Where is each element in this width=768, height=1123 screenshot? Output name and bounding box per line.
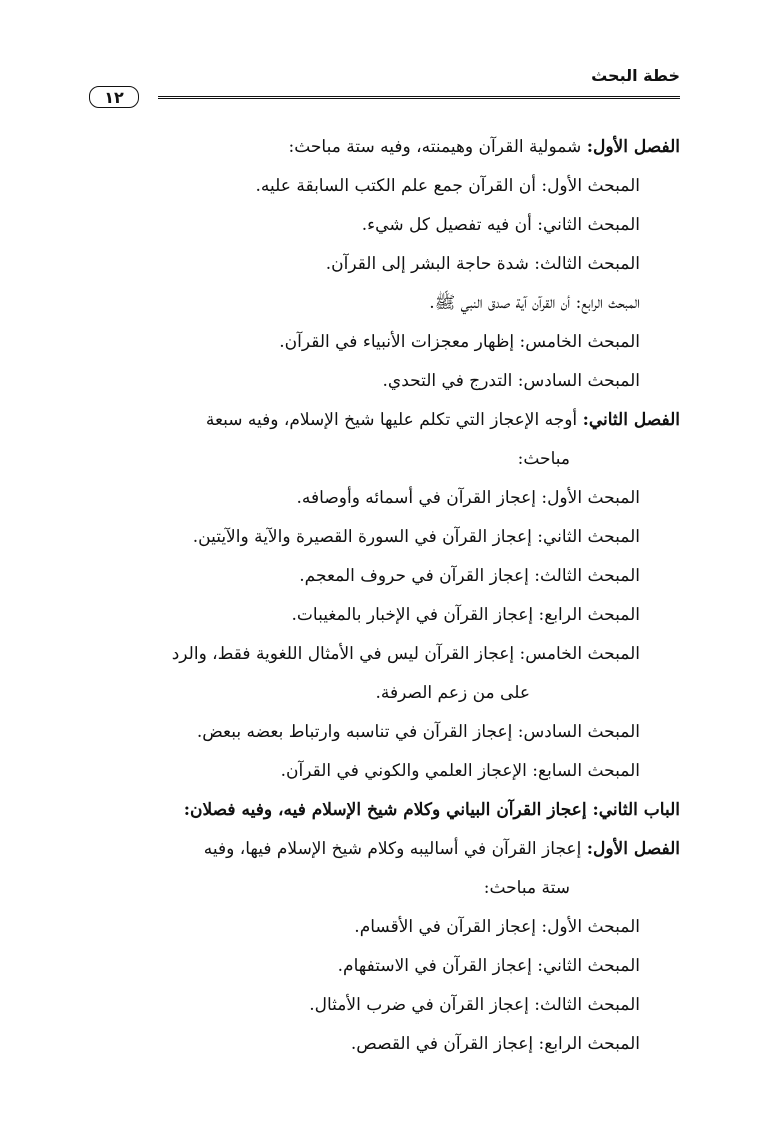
section-item: المبحث الأول: أن القرآن جمع علم الكتب السابقة عليه. (255, 176, 640, 196)
section-item: المبحث الرابع: إعجاز القرآن في الإخبار بالمغيبات. (291, 605, 640, 625)
chapter-label: الفصل الثاني: (582, 410, 680, 430)
chapter-label: الفصل الأول: (586, 839, 680, 859)
header-rule (70, 96, 680, 99)
chapter-label: الفصل الأول: (586, 137, 680, 157)
chapter-text-continuation: ستة مباحث: (483, 878, 570, 898)
chapter-text: شمولية القرآن وهيمنته، وفيه ستة مباحث: (288, 137, 587, 157)
section-text: المبحث الخامس: إعجاز القرآن ليس في الأمثال اللغوية فقط، والرد (171, 644, 640, 664)
part-label: الباب الثاني: إعجاز القرآن البياني وكلام شيخ الإسلام فيه، وفيه فصلان: (183, 800, 680, 820)
section-text-continuation: على من زعم الصرفة. (375, 683, 530, 703)
chapter-heading (70, 401, 680, 479)
section-item: المبحث السادس: إعجاز القرآن في تناسبه وارتباط بعضه ببعض. (196, 722, 640, 742)
section-item: المبحث الأول: إعجاز القرآن في أسمائه وأوصافه. (296, 488, 640, 508)
section-item (70, 635, 680, 713)
section-item: المبحث السادس: التدرج في التحدي. (382, 371, 640, 391)
section-item: المبحث الرابع: إعجاز القرآن في القصص. (350, 1034, 640, 1054)
section-item: المبحث الثاني: إعجاز القرآن في السورة القصيرة والآية والآيتين. (192, 527, 640, 547)
part-heading (70, 791, 680, 830)
chapter-text: إعجاز القرآن في أساليبه وكلام شيخ الإسلام فيها، وفيه (203, 839, 587, 859)
section-item: المبحث الثاني: إعجاز القرآن في الاستفهام. (337, 956, 640, 976)
outline-content (70, 128, 680, 1064)
page-header (70, 60, 680, 112)
chapter-text-continuation: مباحث: (517, 449, 570, 469)
section-item: المبحث الخامس: إظهار معجزات الأنبياء في القرآن. (279, 332, 640, 352)
section-item: المبحث الرابع: أن القرآن آية صدق النبي ﷺ. (429, 293, 640, 313)
chapter-heading (70, 830, 680, 908)
page-number: ١٢ (89, 86, 139, 108)
chapter-heading (70, 128, 680, 167)
section-item: المبحث الأول: إعجاز القرآن في الأقسام. (354, 917, 640, 937)
section-item: المبحث الثالث: شدة حاجة البشر إلى القرآن. (325, 254, 640, 274)
section-item: المبحث السابع: الإعجاز العلمي والكوني في القرآن. (280, 761, 640, 781)
section-item: المبحث الثالث: إعجاز القرآن في حروف المعجم. (299, 566, 640, 586)
chapter-text: أوجه الإعجاز التي تكلم عليها شيخ الإسلام، وفيه سبعة (205, 410, 583, 430)
section-item: المبحث الثاني: أن فيه تفصيل كل شيء. (361, 215, 640, 235)
running-title: خطة البحث (591, 66, 680, 85)
section-item: المبحث الثالث: إعجاز القرآن في ضرب الأمثال. (309, 995, 640, 1015)
page-number-badge (70, 84, 158, 110)
